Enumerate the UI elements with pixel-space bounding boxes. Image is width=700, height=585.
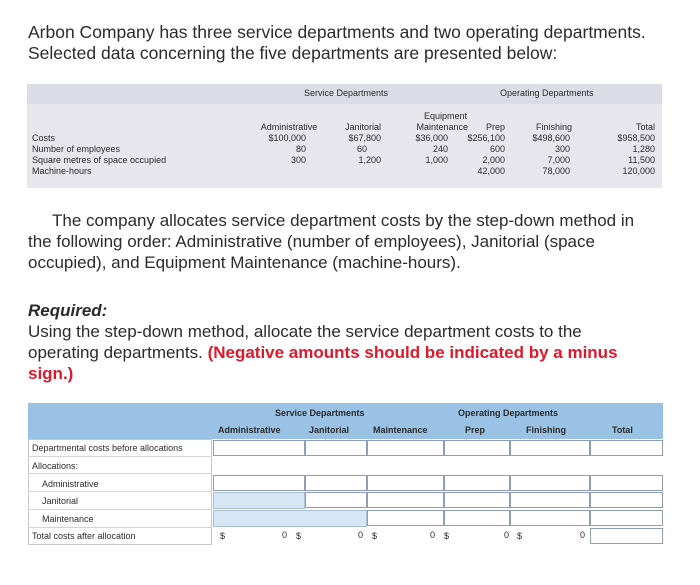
janitorial-alloc-finishing-input[interactable] [510, 492, 590, 508]
row-label-space: Square metres of space occupied [32, 155, 167, 165]
maintenance-alloc-maintenance-input[interactable] [367, 510, 444, 526]
cell-value: $498,600 [532, 133, 570, 143]
currency-symbol: $ [517, 531, 523, 541]
admin-alloc-total-input[interactable] [590, 475, 663, 491]
row-label-janitorial-allocation: Janitorial [42, 496, 79, 506]
admin-total-after: 0 [282, 530, 288, 540]
cell-value: 2,000 [482, 155, 505, 165]
janitorial-alloc-prep-input[interactable] [444, 492, 510, 508]
admin-alloc-finishing-input[interactable] [510, 475, 590, 491]
cell-value: 1,200 [358, 155, 381, 165]
row-label-costs: Costs [32, 133, 56, 143]
col-header-total: Total [635, 122, 655, 132]
cell-value: 11,500 [628, 155, 655, 165]
answer-col-maintenance: Maintenance [373, 425, 428, 435]
row-separator [28, 456, 212, 457]
allocation-description [28, 210, 688, 273]
cell-value: 7,000 [547, 155, 570, 165]
prep-before-input[interactable] [444, 440, 510, 456]
row-label-total-after: Total costs after allocation [32, 531, 136, 541]
maintenance-alloc-total-input[interactable] [590, 510, 663, 526]
maintenance-before-input[interactable] [367, 440, 444, 456]
cell-value: 300 [290, 155, 306, 165]
row-label-machine-hours: Machine-hours [32, 166, 92, 176]
admin-alloc-janitorial-input[interactable] [305, 475, 367, 491]
total-before-input[interactable] [590, 440, 663, 456]
required-line-1: Using the step-down method, allocate the service department costs to the [28, 322, 582, 341]
cell-value: 240 [432, 144, 448, 154]
answer-col-total: Total [612, 425, 633, 435]
janitorial-alloc-maintenance-input[interactable] [367, 492, 444, 508]
allocation-line-1: The company allocates service department costs by the step-down method in [52, 211, 635, 230]
row-separator [28, 527, 212, 528]
negative-amount-note: (Negative amounts should be indicated by a minus [207, 343, 618, 362]
cell-value: 1,000 [425, 155, 448, 165]
cell-value: 1,280 [632, 144, 655, 154]
cell-value: $100,000 [268, 133, 306, 143]
cell-value: $67,800 [348, 133, 381, 143]
maintenance-alloc-finishing-input[interactable] [510, 510, 590, 526]
answer-col-janitorial: Janitorial [309, 425, 350, 435]
negative-amount-note-end: sign.) [28, 364, 74, 383]
finishing-total-after: 0 [580, 530, 586, 540]
admin-alloc-admin-input[interactable] [213, 475, 305, 491]
cell-value: 42,000 [477, 166, 505, 176]
equipment-header-top: Equipment [423, 111, 467, 121]
maintenance-total-after: 0 [430, 530, 436, 540]
answer-col-finishing: Finishing [526, 425, 566, 435]
cell-value: 80 [295, 144, 306, 154]
cell-value: 600 [489, 144, 505, 154]
allocation-line-3: occupied), and Equipment Maintenance (machine-hours). [28, 253, 461, 272]
answer-col-administrative: Administrative [218, 425, 281, 435]
admin-alloc-maintenance-input[interactable] [367, 475, 444, 491]
required-line-2 [28, 342, 688, 363]
cell-value: 300 [554, 144, 570, 154]
allocation-line-2: the following order: Administrative (number of employees), Janitorial (space [28, 232, 595, 251]
required-line-2-plain: operating departments. [28, 343, 208, 362]
janitorial-alloc-janitorial-input[interactable] [305, 492, 367, 508]
answer-table [28, 403, 663, 545]
department-data-table [27, 84, 662, 188]
grand-total-after-input[interactable] [590, 528, 663, 544]
currency-symbol: $ [372, 531, 378, 541]
cell-value: 60 [356, 144, 367, 154]
answer-service-departments-header: Service Departments [275, 408, 365, 418]
finishing-before-input[interactable] [510, 440, 590, 456]
row-label-maintenance-allocation: Maintenance [42, 514, 94, 524]
row-separator [28, 491, 212, 492]
prep-total-after: 0 [504, 530, 510, 540]
intro-line-1: Arbon Company has three service departments and two operating departments. [28, 22, 646, 42]
required-section [28, 300, 688, 384]
row-separator [28, 473, 212, 474]
cell-value: 120,000 [622, 166, 655, 176]
janitorial-total-after: 0 [358, 530, 364, 540]
row-label-allocations: Allocations: [32, 461, 79, 471]
cell-value: $36,000 [415, 133, 448, 143]
col-header-finishing: Finishing [535, 122, 572, 132]
col-header-janitorial: Janitorial [344, 122, 381, 132]
answer-col-prep: Prep [465, 425, 486, 435]
answer-operating-departments-header: Operating Departments [458, 408, 559, 418]
currency-symbol: $ [296, 531, 302, 541]
col-header-maintenance: Maintenance [416, 122, 468, 132]
janitorial-alloc-admin-blank [213, 492, 305, 509]
admin-alloc-prep-input[interactable] [444, 475, 510, 491]
operating-departments-header: Operating Departments [500, 88, 594, 98]
admin-before-input[interactable] [213, 440, 305, 456]
col-header-prep: Prep [485, 122, 505, 132]
cell-value: 78,000 [542, 166, 570, 176]
row-label-employees: Number of employees [32, 144, 121, 154]
required-heading: Required: [28, 301, 108, 320]
answer-row-labels [28, 439, 212, 545]
service-departments-header: Service Departments [304, 88, 389, 98]
maintenance-alloc-service-blank [213, 510, 367, 527]
intro-line-2: Selected data concerning the five departments are presented below: [28, 43, 558, 63]
currency-symbol: $ [220, 531, 226, 541]
currency-symbol: $ [444, 531, 450, 541]
row-label-admin-allocation: Administrative [42, 479, 99, 489]
janitorial-before-input[interactable] [305, 440, 367, 456]
row-separator [28, 509, 212, 510]
cell-value: $256,100 [467, 133, 505, 143]
janitorial-alloc-total-input[interactable] [590, 492, 663, 508]
maintenance-alloc-prep-input[interactable] [444, 510, 510, 526]
col-header-administrative: Administrative [260, 122, 318, 132]
intro-text [28, 22, 688, 64]
row-label-before-allocations: Departmental costs before allocations [32, 443, 183, 453]
cell-value: $958,500 [617, 133, 655, 143]
